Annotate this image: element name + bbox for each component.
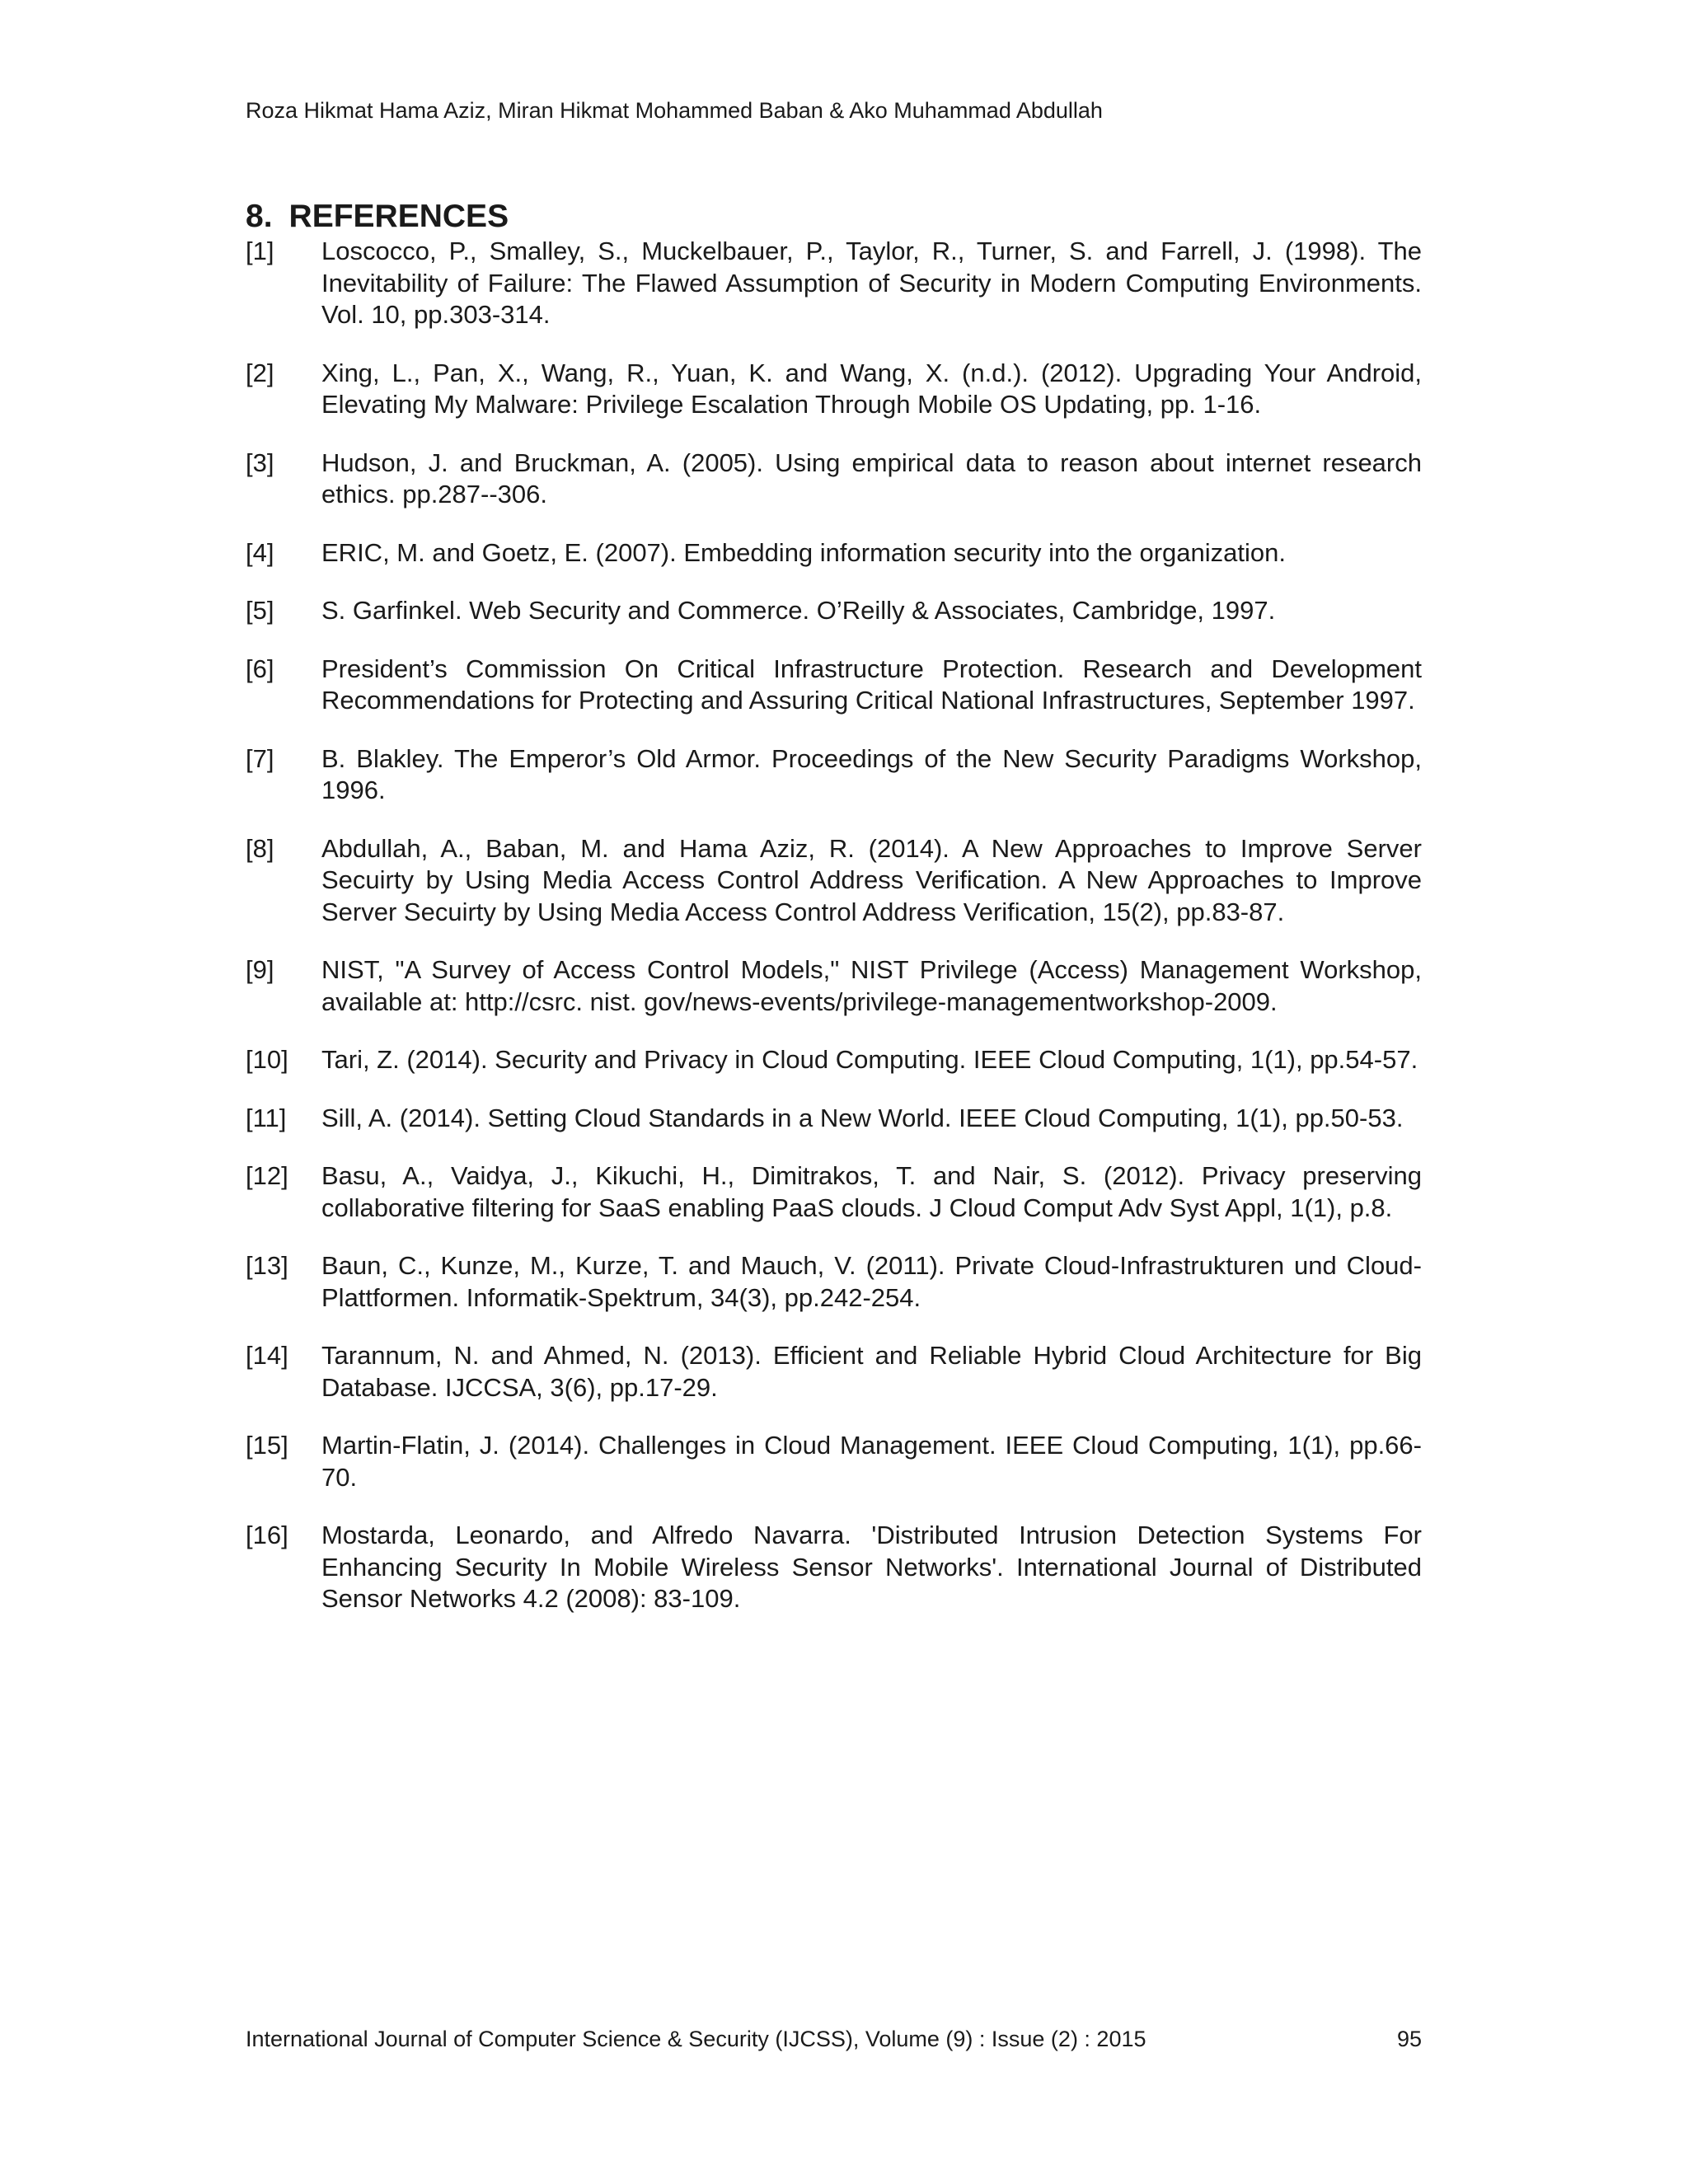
reference-text: Xing, L., Pan, X., Wang, R., Yuan, K. and Wang, X. (n.d.). (2012). Upgrading Your Android, Elevating My Malware: Privilege Escalation Through Mobile OS Updating, pp. 1-16. <box>321 358 1422 419</box>
reference-item <box>246 1044 1422 1076</box>
section-number: 8. <box>246 199 273 234</box>
reference-number: [8] <box>246 833 274 863</box>
footer-journal-citation: International Journal of Computer Science & Security (IJCSS), Volume (9) : Issue (2) : 2015 <box>246 2027 1146 2051</box>
reference-text: NIST, "A Survey of Access Control Models," NIST Privilege (Access) Management Workshop, available at: http://csrc. nist. gov/news-events/privilege-managementworkshop-2009. <box>321 955 1422 1016</box>
reference-number: [6] <box>246 654 274 683</box>
reference-text: Basu, A., Vaidya, J., Kikuchi, H., Dimitrakos, T. and Nair, S. (2012). Privacy preserving collaborative filtering for SaaS enabling PaaS clouds. J Cloud Comput Adv Syst Appl, 1(1), p.8. <box>321 1161 1422 1222</box>
reference-number: [7] <box>246 743 274 773</box>
reference-number: [12] <box>246 1161 288 1190</box>
page-number: 95 <box>1396 2027 1422 2051</box>
section-heading <box>246 198 509 236</box>
reference-text: Mostarda, Leonardo, and Alfredo Navarra. 'Distributed Intrusion Detection Systems For Enhancing Security In Mobile Wireless Sensor Networks'. International Journal of Distributed Sensor Networks 4.2 (2008): 83-109. <box>321 1521 1422 1613</box>
reference-number: [13] <box>246 1251 288 1280</box>
reference-text: ERIC, M. and Goetz, E. (2007). Embedding information security into the organization. <box>321 537 1286 567</box>
reference-text: Tarannum, N. and Ahmed, N. (2013). Efficient and Reliable Hybrid Cloud Architecture for Big Database. IJCCSA, 3(6), pp.17-29. <box>321 1341 1422 1402</box>
reference-item <box>246 537 1422 569</box>
reference-text: Loscocco, P., Smalley, S., Muckelbauer, P., Taylor, R., Turner, S. and Farrell, J. (1998). The Inevitability of Failure: The Flawed Assumption of Security in Modern Computing Environments. Vol. 10, pp.303-314. <box>321 237 1422 329</box>
reference-number: [15] <box>246 1431 288 1460</box>
reference-list <box>246 236 1422 1642</box>
reference-number: [16] <box>246 1521 288 1549</box>
reference-item <box>246 358 1422 421</box>
section-title: REFERENCES <box>288 199 509 234</box>
reference-text: Hudson, J. and Bruckman, A. (2005). Using empirical data to reason about internet research ethics. pp.287--306. <box>321 448 1422 509</box>
reference-item <box>246 833 1422 929</box>
reference-item <box>246 654 1422 717</box>
reference-item <box>246 1520 1422 1615</box>
reference-item <box>246 595 1422 627</box>
reference-item <box>246 1340 1422 1404</box>
reference-text: Martin-Flatin, J. (2014). Challenges in Cloud Management. IEEE Cloud Computing, 1(1), pp.66-70. <box>321 1431 1422 1492</box>
reference-number: [11] <box>246 1103 287 1132</box>
reference-text: Baun, C., Kunze, M., Kurze, T. and Mauch, V. (2011). Private Cloud-Infrastrukturen und Cloud-Plattformen. Informatik-Spektrum, 34(3), pp.242-254. <box>321 1251 1422 1312</box>
running-header-authors: Roza Hikmat Hama Aziz, Miran Hikmat Mohammed Baban & Ako Muhammad Abdullah <box>246 98 1103 123</box>
reference-number: [3] <box>246 448 274 477</box>
reference-item <box>246 236 1422 331</box>
reference-number: [2] <box>246 358 274 387</box>
reference-number: [14] <box>246 1341 288 1370</box>
reference-text: President’s Commission On Critical Infrastructure Protection. Research and Development Recommendations for Protecting and Assuring Critical National Infrastructures, September 1997. <box>321 654 1422 715</box>
reference-item <box>246 1160 1422 1224</box>
reference-text: Tari, Z. (2014). Security and Privacy in Cloud Computing. IEEE Cloud Computing, 1(1), pp.54-57. <box>321 1045 1418 1074</box>
reference-number: [4] <box>246 537 274 567</box>
reference-number: [1] <box>246 237 274 265</box>
reference-text: B. Blakley. The Emperor’s Old Armor. Proceedings of the New Security Paradigms Workshop, 1996. <box>321 743 1422 804</box>
reference-number: [10] <box>246 1045 288 1074</box>
reference-item <box>246 954 1422 1018</box>
reference-text: Sill, A. (2014). Setting Cloud Standards in a New World. IEEE Cloud Computing, 1(1), pp.50-53. <box>321 1103 1404 1132</box>
reference-item <box>246 448 1422 511</box>
reference-text: Abdullah, A., Baban, M. and Hama Aziz, R. (2014). A New Approaches to Improve Server Secuirty by Using Media Access Control Address Verification. A New Approaches to Improve Server Secuirty by Using Media Access Control Address Verification, 15(2), pp.83-87. <box>321 833 1422 926</box>
reference-item <box>246 1430 1422 1493</box>
reference-number: [5] <box>246 596 274 625</box>
reference-text: S. Garfinkel. Web Security and Commerce. O’Reilly & Associates, Cambridge, 1997. <box>321 596 1276 625</box>
reference-item <box>246 1103 1422 1135</box>
reference-item <box>246 1250 1422 1314</box>
reference-item <box>246 743 1422 807</box>
reference-number: [9] <box>246 955 274 984</box>
page-footer <box>246 2026 1422 2052</box>
